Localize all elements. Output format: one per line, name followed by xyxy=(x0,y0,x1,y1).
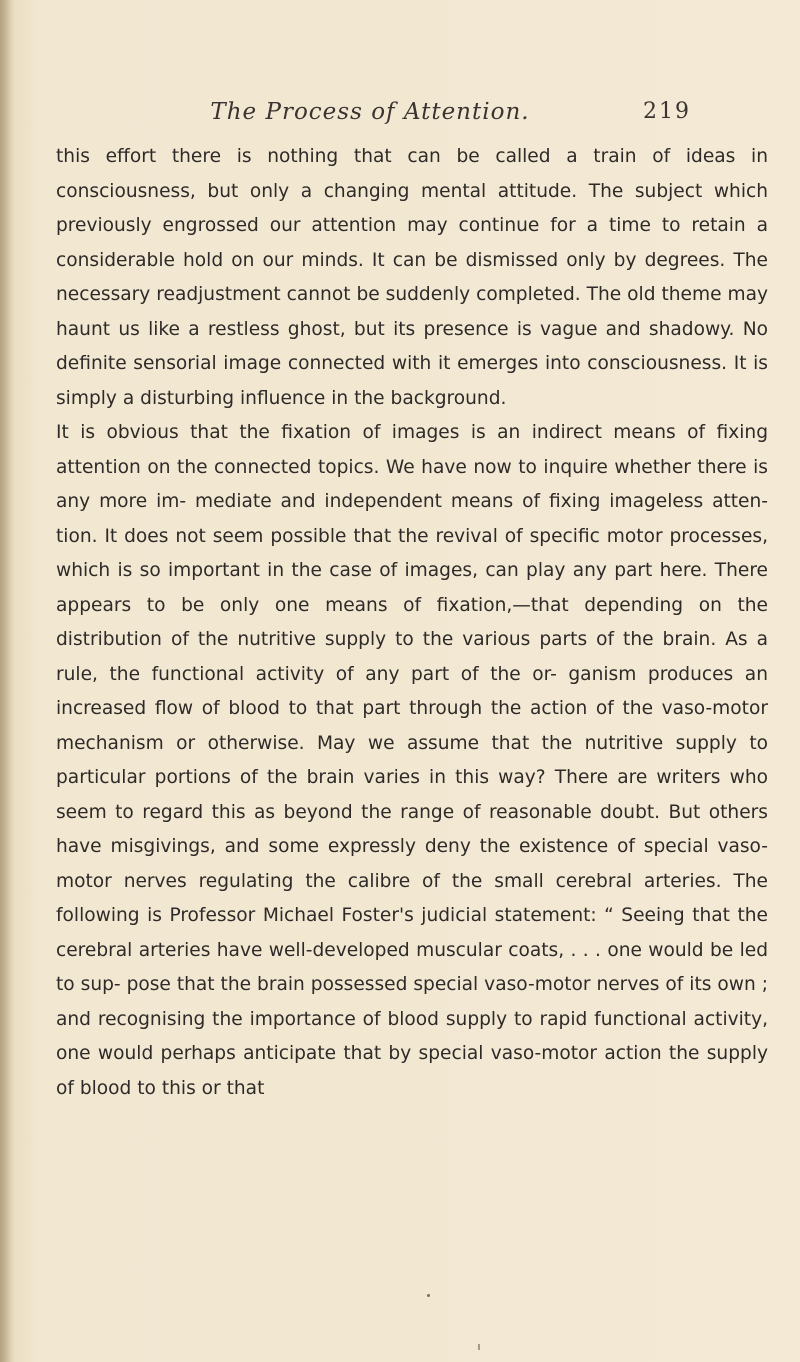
page-header xyxy=(0,99,800,135)
ink-speck xyxy=(427,1294,430,1297)
body-text xyxy=(56,140,768,1106)
gutter-shadow xyxy=(0,0,14,1362)
running-title: The Process of Attention. xyxy=(210,99,530,125)
ink-speck xyxy=(478,1344,480,1350)
paragraph: this effort there is nothing that can be called a train of ideas in consciousness, but only a changing mental attitude. The subject which previously engrossed our attention may continue for a time to retain a considerable hold on our minds. It can be dismissed only by degrees. The necessary readjustment cannot be suddenly completed. The old theme may haunt us like a restless ghost, but its presence is vague and shadowy. No definite sensorial image connected with it emerges into consciousness. It is simply a disturbing influence in the background. xyxy=(56,146,768,409)
paragraph: It is obvious that the fixation of images is an indirect means of fixing attention on the connected topics. We have now to inquire whether there is any more im- mediate and independent means of fixing imageless atten- tion. It does not seem possible that the revival of specific motor processes, which is so important in the case of images, can play any part here. There appears to be only one means of fixation,—that depending on the distribution of the nutritive supply to the various parts of the brain. As a rule, the functional activity of any part of the or- ganism produces an increased flow of blood to that part through the action of the vaso-motor mechanism or otherwise. May we assume that the nutritive supply to particular portions of the brain varies in this way? There are writers who seem to regard this as beyond the range of reasonable doubt. But others have misgivings, and some expressly deny the existence of special vaso-motor nerves regulating the calibre of the small cerebral arteries. The following is Professor Michael Foster's judicial statement: “ Seeing that the cerebral arteries have well-developed muscular coats, . . . one would be led to sup- pose that the brain possessed special vaso-motor nerves of its own ; and recognising the importance of blood supply to rapid functional activity, one would perhaps anticipate that by special vaso-motor action the supply of blood to this or that xyxy=(56,422,768,1099)
page-number: 219 xyxy=(643,99,691,124)
